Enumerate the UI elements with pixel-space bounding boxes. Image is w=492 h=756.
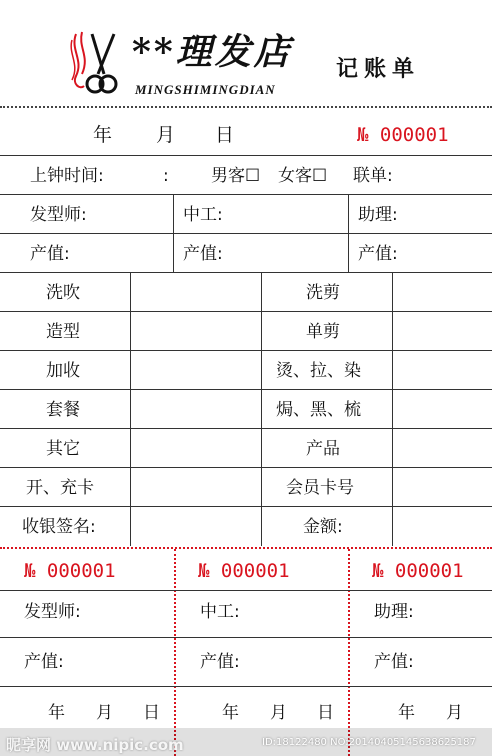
assistant-label: 助理: xyxy=(358,205,398,225)
date-day: 日 xyxy=(215,124,235,146)
service-label-treatment-black-comb: 焗、黑、梳 xyxy=(276,400,361,420)
stub2-middle-label: 中工: xyxy=(200,602,240,622)
service-label-package: 套餐 xyxy=(46,400,80,420)
service-label-product: 产品 xyxy=(306,439,340,459)
shop-name: **理发店 xyxy=(132,31,293,73)
stylist-label: 发型师: xyxy=(30,205,87,225)
header-divider xyxy=(0,106,492,108)
male-customer-checkbox[interactable]: 男客☐ xyxy=(211,166,261,186)
stub1-day: 日 xyxy=(143,703,160,723)
amount-label: 金额: xyxy=(303,517,343,537)
stub3-month: 月 xyxy=(446,703,463,723)
watermark-right: ID:18122480 NO:20140405145638625187 xyxy=(262,737,476,748)
stub1-output-label: 产值: xyxy=(24,652,64,672)
female-customer-checkbox[interactable]: 女客☐ xyxy=(278,166,328,186)
stub1-serial: № 000001 xyxy=(24,560,116,582)
date-year: 年 xyxy=(93,124,113,146)
serial-number: № 000001 xyxy=(357,124,449,146)
watermark-left: 昵享网 www.nipic.com xyxy=(6,736,184,754)
shop-pinyin: MINGSHIMINGDIAN xyxy=(135,82,276,97)
stub1-month: 月 xyxy=(96,703,113,723)
stub2-month: 月 xyxy=(270,703,287,723)
start-time-label: 上钟时间: xyxy=(30,166,104,186)
joint-ticket-label: 联单: xyxy=(353,166,393,186)
stub2-day: 日 xyxy=(317,703,334,723)
service-label-other: 其它 xyxy=(46,439,80,459)
stub-divider-1 xyxy=(174,549,176,756)
middle-worker-label: 中工: xyxy=(183,205,223,225)
time-colon: : xyxy=(163,166,169,186)
output-label-3: 产值: xyxy=(358,244,398,264)
service-label-cut-only: 单剪 xyxy=(306,322,340,342)
service-label-open-topup-card: 开、充卡 xyxy=(26,478,94,498)
tear-line xyxy=(0,547,492,549)
stub1-year: 年 xyxy=(48,703,65,723)
date-month: 月 xyxy=(156,124,176,146)
service-label-styling: 造型 xyxy=(46,322,80,342)
service-label-perm-straighten-dye: 烫、拉、染 xyxy=(276,361,361,381)
stub2-output-label: 产值: xyxy=(200,652,240,672)
scissors-logo-icon xyxy=(62,30,122,98)
stub-divider-2 xyxy=(348,549,350,756)
stub1-stylist-label: 发型师: xyxy=(24,602,81,622)
cashier-signature-label: 收银签名: xyxy=(22,517,96,537)
service-label-wash-cut: 洗剪 xyxy=(306,283,340,303)
service-label-member-card-no: 会员卡号 xyxy=(286,478,354,498)
stub3-year: 年 xyxy=(398,703,415,723)
doc-title: 记账单 xyxy=(336,56,421,82)
stub3-output-label: 产值: xyxy=(374,652,414,672)
output-label-1: 产值: xyxy=(30,244,70,264)
stub3-serial: № 000001 xyxy=(372,560,464,582)
stub3-assistant-label: 助理: xyxy=(374,602,414,622)
stub2-serial: № 000001 xyxy=(198,560,290,582)
service-label-wash-blow: 洗吹 xyxy=(46,283,80,303)
service-label-surcharge: 加收 xyxy=(46,361,80,381)
output-label-2: 产值: xyxy=(183,244,223,264)
stub2-year: 年 xyxy=(222,703,239,723)
